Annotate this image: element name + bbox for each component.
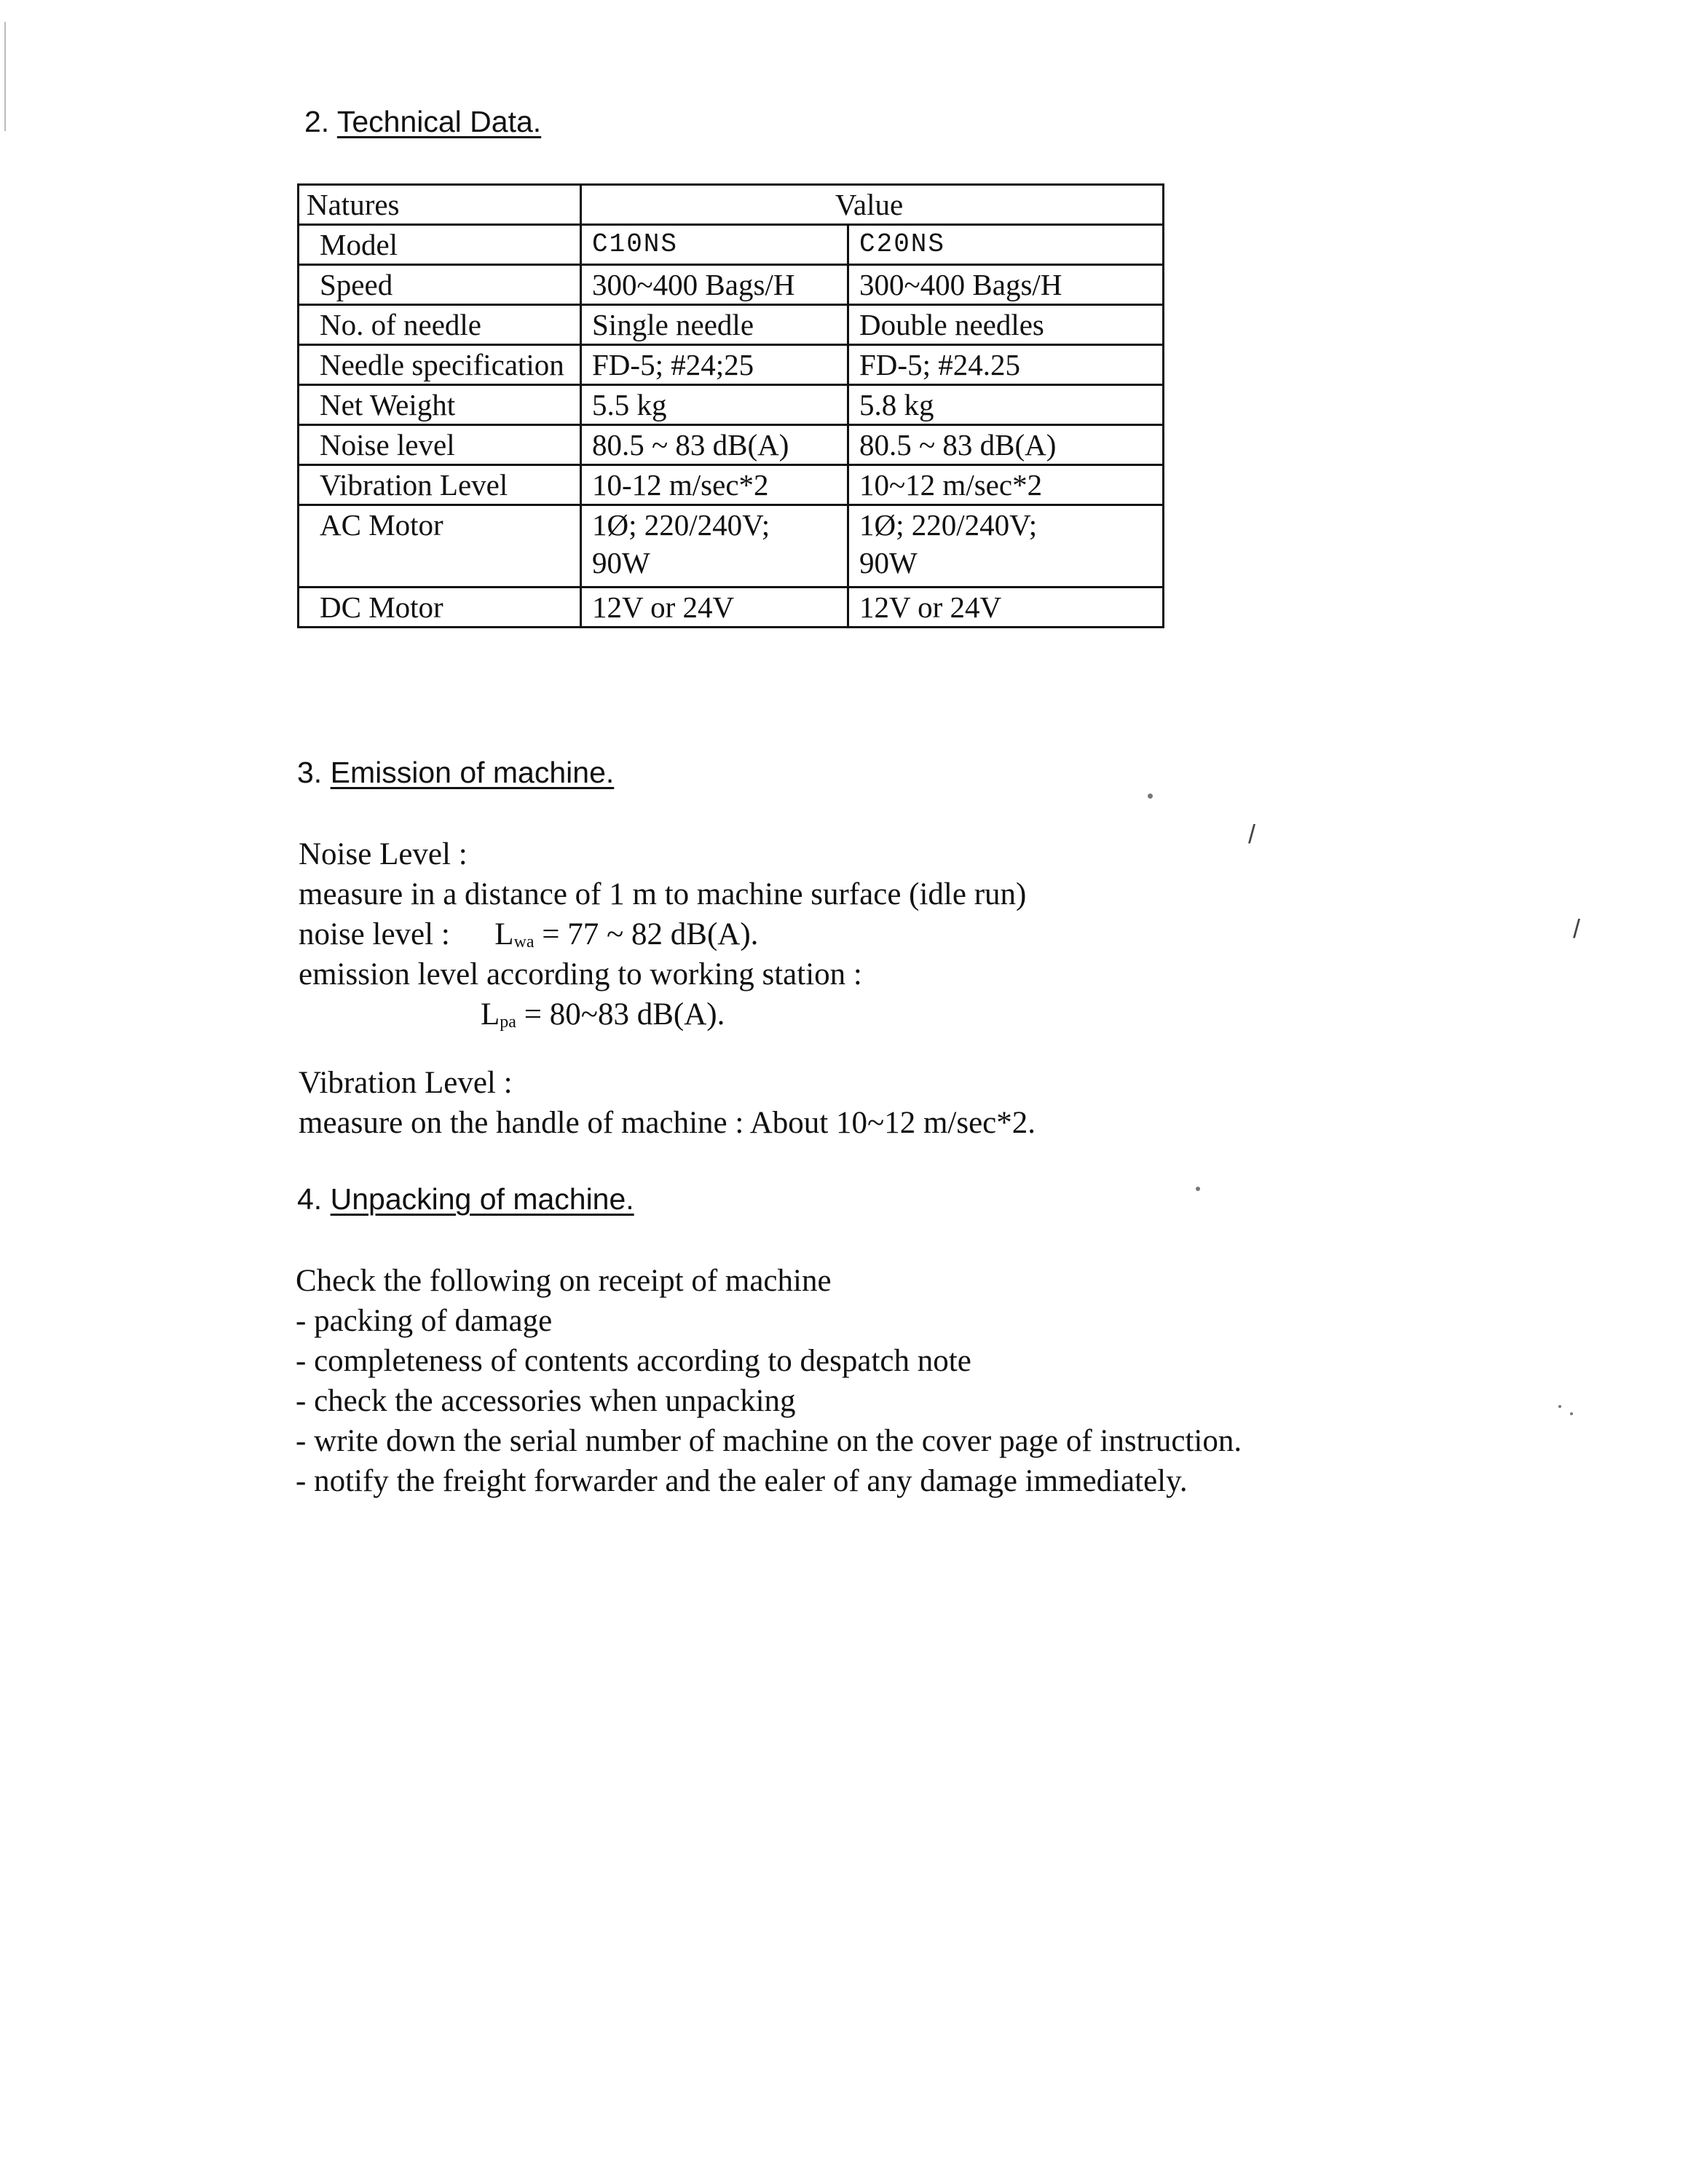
table-row (299, 587, 1164, 628)
section-number: 2. (304, 105, 330, 138)
row-label: DC Motor (299, 587, 581, 628)
row-label: Noise level (299, 425, 581, 465)
cell-c20: 12V or 24V (848, 587, 1164, 628)
lpa-value: = 80~83 dB(A). (524, 997, 725, 1032)
noise-label: Noise Level : (299, 837, 468, 871)
lwa-subscript: wa (513, 933, 535, 951)
table-row (299, 385, 1164, 425)
lpa-subscript: pa (500, 1013, 516, 1032)
noise-measure-line: measure in a distance of 1 m to machine surface (idle run) (299, 877, 1027, 911)
cell-c10: 10-12 m/sec*2 (581, 465, 848, 505)
lpa-line (299, 994, 1026, 1034)
header-natures: Natures (299, 185, 581, 225)
vibration-label: Vibration Level : (299, 1066, 513, 1100)
vibration-text (299, 1063, 1036, 1143)
row-label: Net Weight (299, 385, 581, 425)
row-label: Vibration Level (299, 465, 581, 505)
list-item: - notify the freight forwarder and the ealer of any damage immediately. (296, 1464, 1188, 1498)
row-label: Speed (299, 265, 581, 305)
technical-data-heading (304, 105, 541, 139)
unpacking-text (296, 1261, 1242, 1501)
cell-c20: 300~400 Bags/H (848, 265, 1164, 305)
list-item: - check the accessories when unpacking (296, 1384, 796, 1418)
lpa-symbol: L (481, 997, 500, 1032)
scan-speck (1570, 1412, 1573, 1415)
scan-edge-line (4, 22, 6, 131)
row-label: Needle specification (299, 345, 581, 385)
cell-c20: C20NS (848, 225, 1164, 265)
unpacking-intro: Check the following on receipt of machine (296, 1264, 832, 1298)
unpacking-heading (297, 1182, 634, 1216)
table-row (299, 305, 1164, 345)
list-item: - write down the serial number of machine on the cover page of instruction. (296, 1424, 1242, 1458)
table-row (299, 265, 1164, 305)
lwa-value: = 77 ~ 82 dB(A). (542, 917, 759, 951)
header-value: Value (581, 185, 1164, 225)
vibration-measure-line: measure on the handle of machine : About 10~12 m/sec*2. (299, 1106, 1036, 1140)
scan-speck (1558, 1405, 1561, 1408)
cell-c20: 10~12 m/sec*2 (848, 465, 1164, 505)
section-title: Technical Data. (336, 105, 542, 138)
scan-mark: / (1573, 914, 1581, 943)
cell-c10: FD-5; #24;25 (581, 345, 848, 385)
scan-speck (1196, 1187, 1200, 1191)
cell-c20: 5.8 kg (848, 385, 1164, 425)
emission-text (299, 834, 1026, 1034)
list-item: - completeness of contents according to despatch note (296, 1344, 971, 1378)
table-header-row (299, 185, 1164, 225)
table-row (299, 465, 1164, 505)
section-title: Emission of machine. (330, 756, 615, 789)
noise-level-prefix: noise level : (299, 917, 450, 951)
cell-c10: 80.5 ~ 83 dB(A) (581, 425, 848, 465)
lwa-symbol: L (494, 917, 514, 951)
cell-c10: 5.5 kg (581, 385, 848, 425)
table-row (299, 505, 1164, 587)
technical-data-table (297, 183, 1164, 628)
table-row (299, 425, 1164, 465)
section-number: 3. (297, 756, 323, 789)
list-item: - packing of damage (296, 1304, 553, 1338)
cell-c20: 80.5 ~ 83 dB(A) (848, 425, 1164, 465)
section-number: 4. (297, 1182, 323, 1216)
row-label: Model (299, 225, 581, 265)
noise-level-line (299, 914, 1026, 954)
cell-c10: 12V or 24V (581, 587, 848, 628)
emission-level-line: emission level according to working station : (299, 957, 862, 992)
cell-c20: FD-5; #24.25 (848, 345, 1164, 385)
cell-c20: Double needles (848, 305, 1164, 345)
scan-mark: / (1248, 819, 1256, 849)
cell-c10: C10NS (581, 225, 848, 265)
cell-c20: 1Ø; 220/240V; 90W (848, 505, 1164, 587)
emission-heading (297, 756, 614, 790)
cell-c10: Single needle (581, 305, 848, 345)
cell-c10: 300~400 Bags/H (581, 265, 848, 305)
row-label: No. of needle (299, 305, 581, 345)
table-row (299, 225, 1164, 265)
cell-c10: 1Ø; 220/240V; 90W (581, 505, 848, 587)
section-title: Unpacking of machine. (330, 1182, 634, 1216)
scan-speck (1148, 794, 1153, 799)
table-row (299, 345, 1164, 385)
row-label: AC Motor (299, 505, 581, 587)
